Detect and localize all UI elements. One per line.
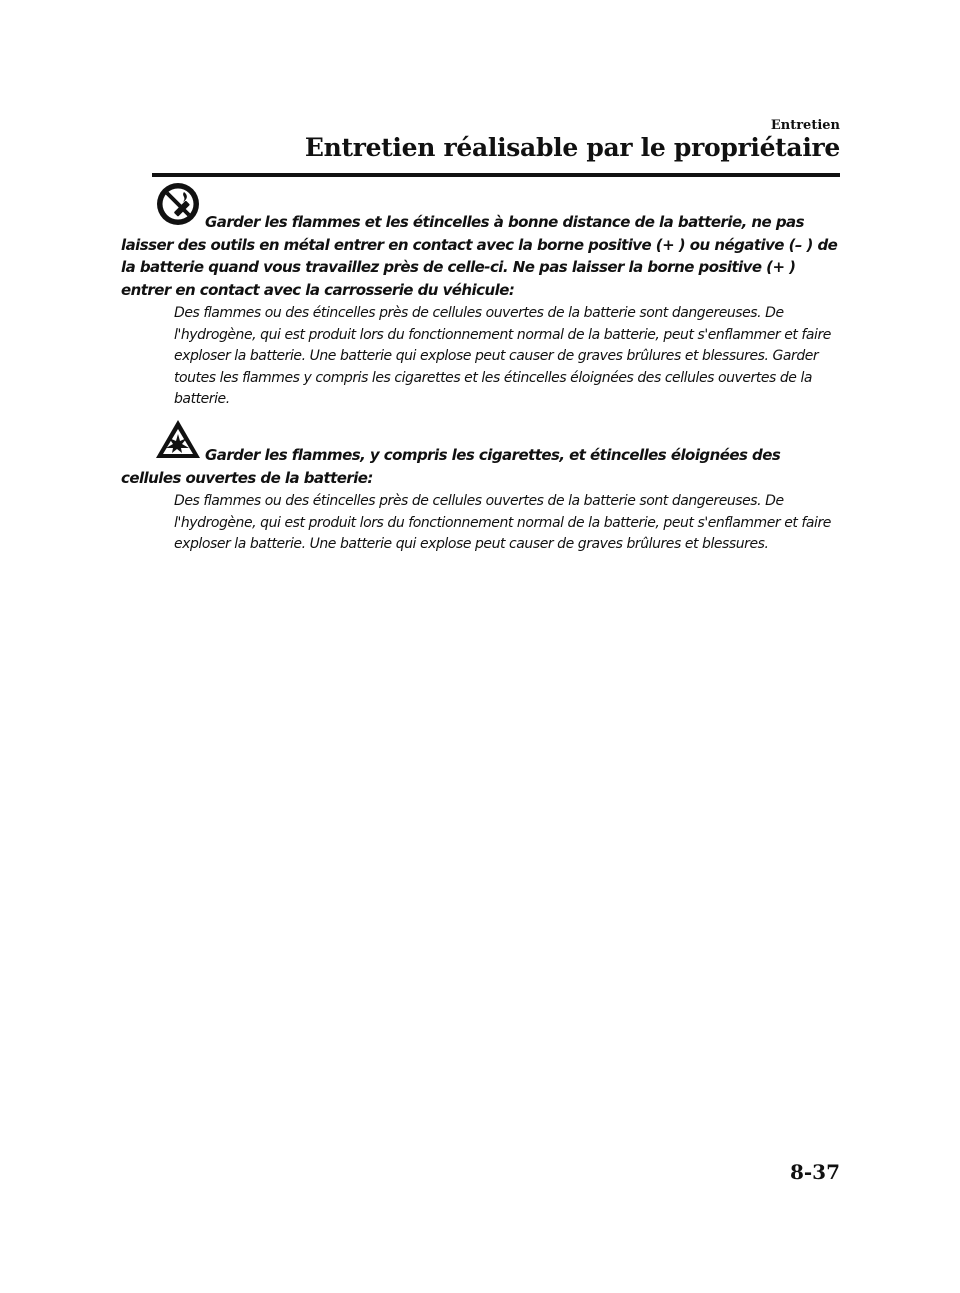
warning-block-explosion <box>121 418 841 556</box>
warning-heading-container <box>121 418 841 489</box>
page-title: Entretien réalisable par le propriétaire <box>304 133 840 162</box>
warning-block-flames-sparks <box>121 181 841 411</box>
warning-heading-container <box>121 181 841 301</box>
header-divider <box>152 173 840 177</box>
warning-heading: Garder les flammes, y compris les cigarettes, et étincelles éloignées des cellules ouvertes de la batterie: <box>121 446 781 487</box>
page-number: 8-37 <box>789 1160 840 1184</box>
warning-body: Des flammes ou des étincelles près de cellules ouvertes de la batterie sont dangereuses. De l'hydrogène, qui est produit lors du fonctionnement normal de la batterie, peut s'enflammer et faire exploser la batterie. Une batterie qui explose peut causer de graves brûlures et blessures. <box>174 493 831 552</box>
warning-heading: Garder les flammes et les étincelles à bonne distance de la batterie, ne pas laisser des outils en métal entrer en contact avec la borne positive (+ ) ou négative (– ) de la batterie quand vous travaillez près de celle-ci. Ne pas laisser la borne positive (+ ) entrer en contact avec la carrosserie du véhicule: <box>121 213 838 299</box>
no-flame-no-smoking-icon <box>121 181 201 234</box>
warning-body: Des flammes ou des étincelles près de cellules ouvertes de la batterie sont dangereuses. De l'hydrogène, qui est produit lors du fonctionnement normal de la batterie, peut s'enflammer et faire exploser la batterie. Une batterie qui explose peut causer de graves brûlures et blessures. Garder toutes les flammes y compris les cigarettes et les étincelles éloignées des cellules ouvertes de la batterie. <box>174 305 831 407</box>
section-label: Entretien <box>770 118 840 133</box>
explosion-warning-icon <box>121 418 201 467</box>
